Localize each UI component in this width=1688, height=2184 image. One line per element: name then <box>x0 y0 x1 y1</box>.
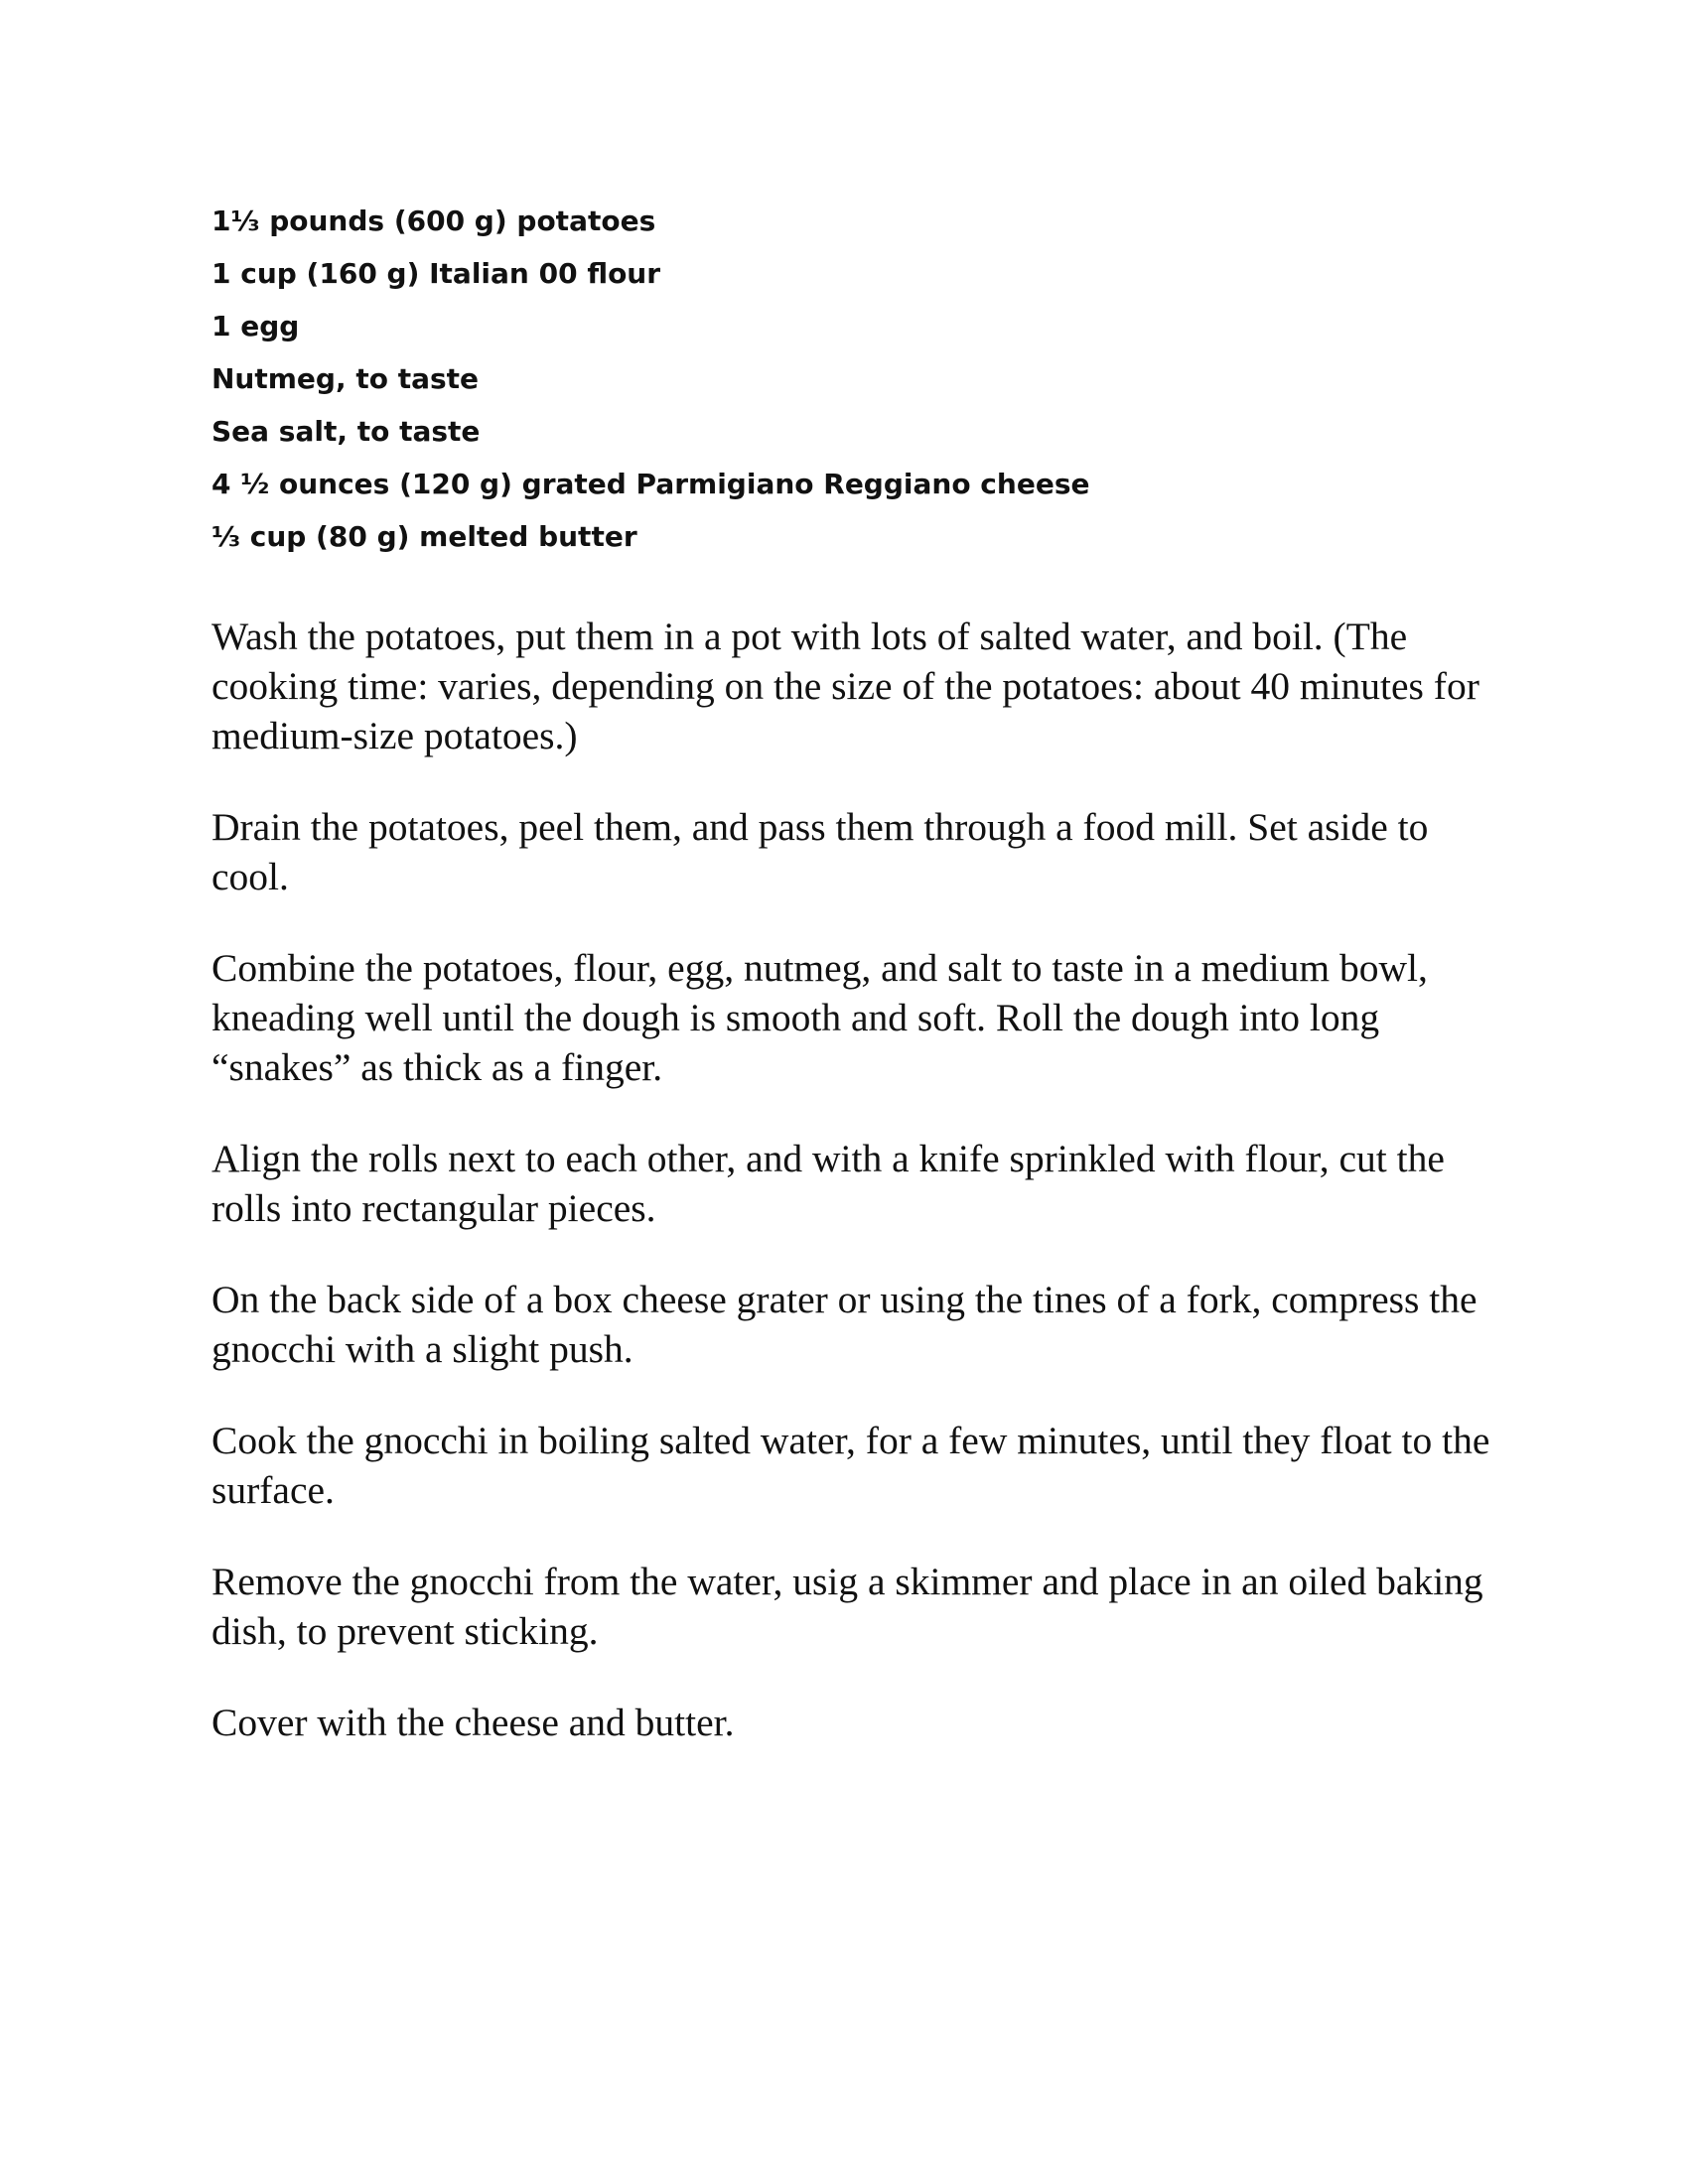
instruction-step: Remove the gnocchi from the water, usig a skimmer and place in an oiled baking dish, to prevent sticking. <box>211 1560 1483 1653</box>
instruction-step: Cover with the cheese and butter. <box>211 1701 735 1744</box>
instruction-step: Combine the potatoes, flour, egg, nutmeg, and salt to taste in a medium bowl, kneading well until the dough is smooth and soft. Roll the dough into long “snakes” as thick as a finger. <box>211 946 1428 1089</box>
instruction-step: Wash the potatoes, put them in a pot with lots of salted water, and boil. (The cooking time: varies, depending on the size of the potatoes: about 40 minutes for medium-size potatoes.) <box>211 614 1479 757</box>
ingredient-item: 1 egg <box>211 310 300 342</box>
ingredient-list <box>211 195 1502 563</box>
ingredient-item: Sea salt, to taste <box>211 415 481 448</box>
ingredient-item: ⅓ cup (80 g) melted butter <box>211 520 637 553</box>
instruction-list <box>211 612 1492 1789</box>
instruction-step: Cook the gnocchi in boiling salted water, for a few minutes, until they float to the surface. <box>211 1419 1490 1512</box>
instruction-step: On the back side of a box cheese grater or using the tines of a fork, compress the gnocchi with a slight push. <box>211 1278 1477 1371</box>
ingredient-item: Nutmeg, to taste <box>211 362 480 395</box>
instruction-step: Align the rolls next to each other, and with a knife sprinkled with flour, cut the rolls into rectangular pieces. <box>211 1137 1445 1230</box>
ingredient-item: 1⅓ pounds (600 g) potatoes <box>211 205 656 237</box>
ingredient-item: 1 cup (160 g) Italian 00 flour <box>211 257 661 290</box>
ingredient-item: 4 ½ ounces (120 g) grated Parmigiano Reggiano cheese <box>211 468 1090 500</box>
instruction-step: Drain the potatoes, peel them, and pass them through a food mill. Set aside to cool. <box>211 805 1429 898</box>
